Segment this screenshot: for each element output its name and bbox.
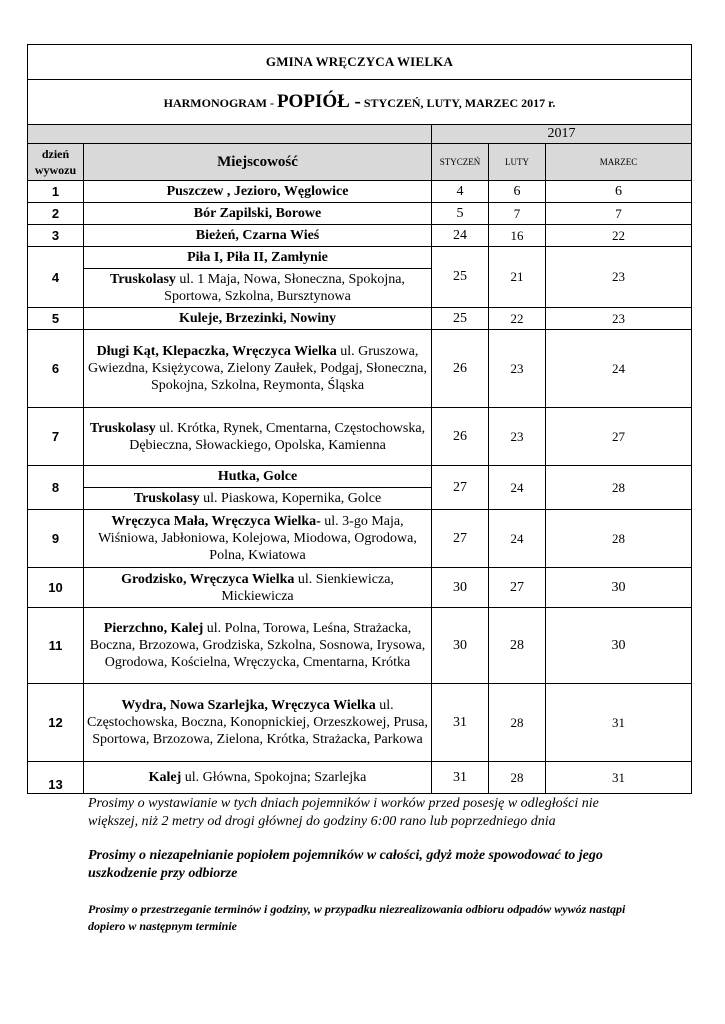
place-bold-part: Kalej: [148, 770, 182, 785]
place-rest-part: ul. Polna, Torowa, Leśna, Strażacka, Boczna, Brzozowa, Grodziska, Szkolna, Sosnowa, Irysowa, Ogrodowa, Kościelna, Wręczycka, Cmentarna, Krótka: [89, 621, 426, 670]
row-number: 10: [28, 568, 84, 608]
row-luty: 21: [489, 247, 546, 308]
row-luty: 27: [489, 568, 546, 608]
row-place: [84, 510, 432, 568]
row-number: 13: [28, 762, 84, 794]
place-bold-part: Pierzchno, Kalej: [103, 621, 204, 636]
row-place: Kuleje, Brzezinki, Nowiny: [84, 308, 432, 330]
page-title: GMINA WRĘCZYCA WIELKA: [28, 45, 692, 80]
notes-section: [88, 795, 648, 935]
row-luty: 22: [489, 308, 546, 330]
table-row: [28, 510, 692, 568]
page-subtitle: [28, 80, 692, 125]
place-rest-part: ul. Krótka, Rynek, Cmentarna, Częstochowska, Dębieczna, Słowackiego, Opolska, Kamienna: [129, 420, 426, 453]
row-place: Bór Zapilski, Borowe: [84, 203, 432, 225]
row-marzec: 30: [546, 568, 692, 608]
table-row: [28, 608, 692, 684]
row-place-a: Piła I, Piła II, Zamłynie: [84, 247, 432, 269]
row-number: 5: [28, 308, 84, 330]
row-styczen: 24: [432, 225, 489, 247]
note-container-fill: Prosimy o niezapełnianie popiołem pojemników w całości, gdyż może spowodować to jego uszkodzenie przy odbiorze: [88, 848, 603, 881]
schedule-sheet: [27, 44, 691, 794]
row-marzec: 27: [546, 408, 692, 466]
row-place-b: [84, 488, 432, 510]
place-rest-part: ul. Gruszowa, Gwiezdna, Księżycowa, Zielony Zaułek, Podgaj, Słoneczna, Spokojna, Szkolna, Reymonta, Śląska: [87, 344, 427, 393]
table-row: [28, 466, 692, 488]
row-marzec: 6: [546, 181, 692, 203]
table-row: [28, 408, 692, 466]
month-header-marzec: MARZEC: [546, 144, 692, 181]
row-luty: 28: [489, 762, 546, 794]
place-rest-part: ul. Częstochowska, Boczna, Konopnickiej, Orzeszkowej, Prusa, Sportowa, Brzozowa, Zielona, Krótka, Strażacka, Parkowa: [87, 698, 428, 747]
row-place: Bieżeń, Czarna Wieś: [84, 225, 432, 247]
row-styczen: 27: [432, 466, 489, 510]
place-bold-part: Wręczyca Mała, Wręczyca Wielka-: [111, 514, 321, 529]
place-rest-part: ul. Główna, Spokojna; Szarlejka: [181, 770, 367, 785]
place-bold-part: Wydra, Nowa Szarlejka, Wręczyca Wielka: [121, 698, 376, 713]
table-row: [28, 568, 692, 608]
row-luty: 23: [489, 330, 546, 408]
subtitle-suffix: STYCZEŃ, LUTY, MARZEC 2017 r.: [363, 96, 556, 110]
row-number: 3: [28, 225, 84, 247]
row-number: 12: [28, 684, 84, 762]
place-bold-part: Grodzisko, Wręczyca Wielka: [121, 571, 295, 587]
table-row: [28, 225, 692, 247]
day-column-header: [28, 144, 84, 181]
row-luty: 6: [489, 181, 546, 203]
place-bold-part: Truskolasy: [133, 491, 200, 506]
month-header-luty: LUTY: [489, 144, 546, 181]
month-header-styczen: STYCZEŃ: [432, 144, 489, 181]
row-styczen: 5: [432, 203, 489, 225]
place-bold-part: Długi Kąt, Klepaczka, Wręczyca Wielka: [96, 344, 337, 359]
row-place-a: Hutka, Golce: [84, 466, 432, 488]
row-number: 4: [28, 247, 84, 308]
row-styczen: 4: [432, 181, 489, 203]
row-styczen: 25: [432, 247, 489, 308]
place-bold-part: Truskolasy: [110, 272, 176, 287]
row-luty: 24: [489, 510, 546, 568]
row-place: [84, 684, 432, 762]
row-luty: 16: [489, 225, 546, 247]
row-place-b: [84, 269, 432, 308]
row-number: 2: [28, 203, 84, 225]
row-marzec: 7: [546, 203, 692, 225]
row-number: 6: [28, 330, 84, 408]
row-luty: 7: [489, 203, 546, 225]
table-row: [28, 308, 692, 330]
place-rest-part: ul. 1 Maja, Nowa, Słoneczna, Spokojna, Sportowa, Szkolna, Bursztynowa: [164, 272, 405, 304]
subtitle-prefix: HARMONOGRAM -: [163, 96, 274, 110]
table-row: [28, 181, 692, 203]
subtitle-main: POPIÓŁ -: [276, 91, 361, 112]
row-styczen: 26: [432, 408, 489, 466]
row-luty: 24: [489, 466, 546, 510]
year-header: 2017: [432, 125, 692, 144]
row-place: [84, 330, 432, 408]
row-styczen: 31: [432, 762, 489, 794]
row-styczen: 25: [432, 308, 489, 330]
place-rest-part: ul. Piaskowa, Kopernika, Golce: [199, 491, 382, 506]
row-place: [84, 762, 432, 794]
place-column-header: Miejscowość: [84, 144, 432, 181]
row-marzec: 31: [546, 762, 692, 794]
table-row: [28, 247, 692, 269]
row-marzec: 23: [546, 308, 692, 330]
note-placement: Prosimy o wystawianie w tych dniach pojemników i worków przed posesję w odległości nie większej, niż 2 metry od drogi głównej do godziny 6:00 rano lub poprzedniego dnia: [88, 796, 599, 829]
row-place: [84, 568, 432, 608]
row-marzec: 23: [546, 247, 692, 308]
day-header-line2: wywozu: [34, 163, 77, 177]
row-marzec: 30: [546, 608, 692, 684]
row-number: 9: [28, 510, 84, 568]
row-marzec: 28: [546, 466, 692, 510]
table-row: [28, 762, 692, 794]
table-row: [28, 330, 692, 408]
row-marzec: 28: [546, 510, 692, 568]
row-luty: 28: [489, 684, 546, 762]
place-rest-part: ul. Sienkiewicza, Mickiewicza: [221, 571, 394, 604]
row-number: 1: [28, 181, 84, 203]
row-number: 8: [28, 466, 84, 510]
place-rest-part: ul. 3-go Maja, Wiśniowa, Jabłoniowa, Kolejowa, Miodowa, Ogrodowa, Polna, Kwiatowa: [98, 514, 417, 563]
table-row: [28, 684, 692, 762]
place-bold-part: Truskolasy: [89, 420, 156, 436]
row-styczen: 27: [432, 510, 489, 568]
row-marzec: 24: [546, 330, 692, 408]
row-marzec: 31: [546, 684, 692, 762]
row-number: 11: [28, 608, 84, 684]
schedule-table: [27, 44, 692, 794]
row-place: Puszczew , Jezioro, Węglowice: [84, 181, 432, 203]
row-place: [84, 608, 432, 684]
row-luty: 28: [489, 608, 546, 684]
row-number: 7: [28, 408, 84, 466]
row-styczen: 26: [432, 330, 489, 408]
row-styczen: 30: [432, 608, 489, 684]
row-luty: 23: [489, 408, 546, 466]
day-header-line1: dzień: [41, 147, 70, 161]
year-spacer: [28, 125, 432, 144]
row-styczen: 30: [432, 568, 489, 608]
row-place: [84, 408, 432, 466]
row-styczen: 31: [432, 684, 489, 762]
row-marzec: 22: [546, 225, 692, 247]
table-row: [28, 203, 692, 225]
note-deadlines: Prosimy o przestrzeganie terminów i godziny, w przypadku niezrealizowania odbioru odpadów wywóz nastąpi dopiero w następnym terminie: [88, 902, 626, 933]
